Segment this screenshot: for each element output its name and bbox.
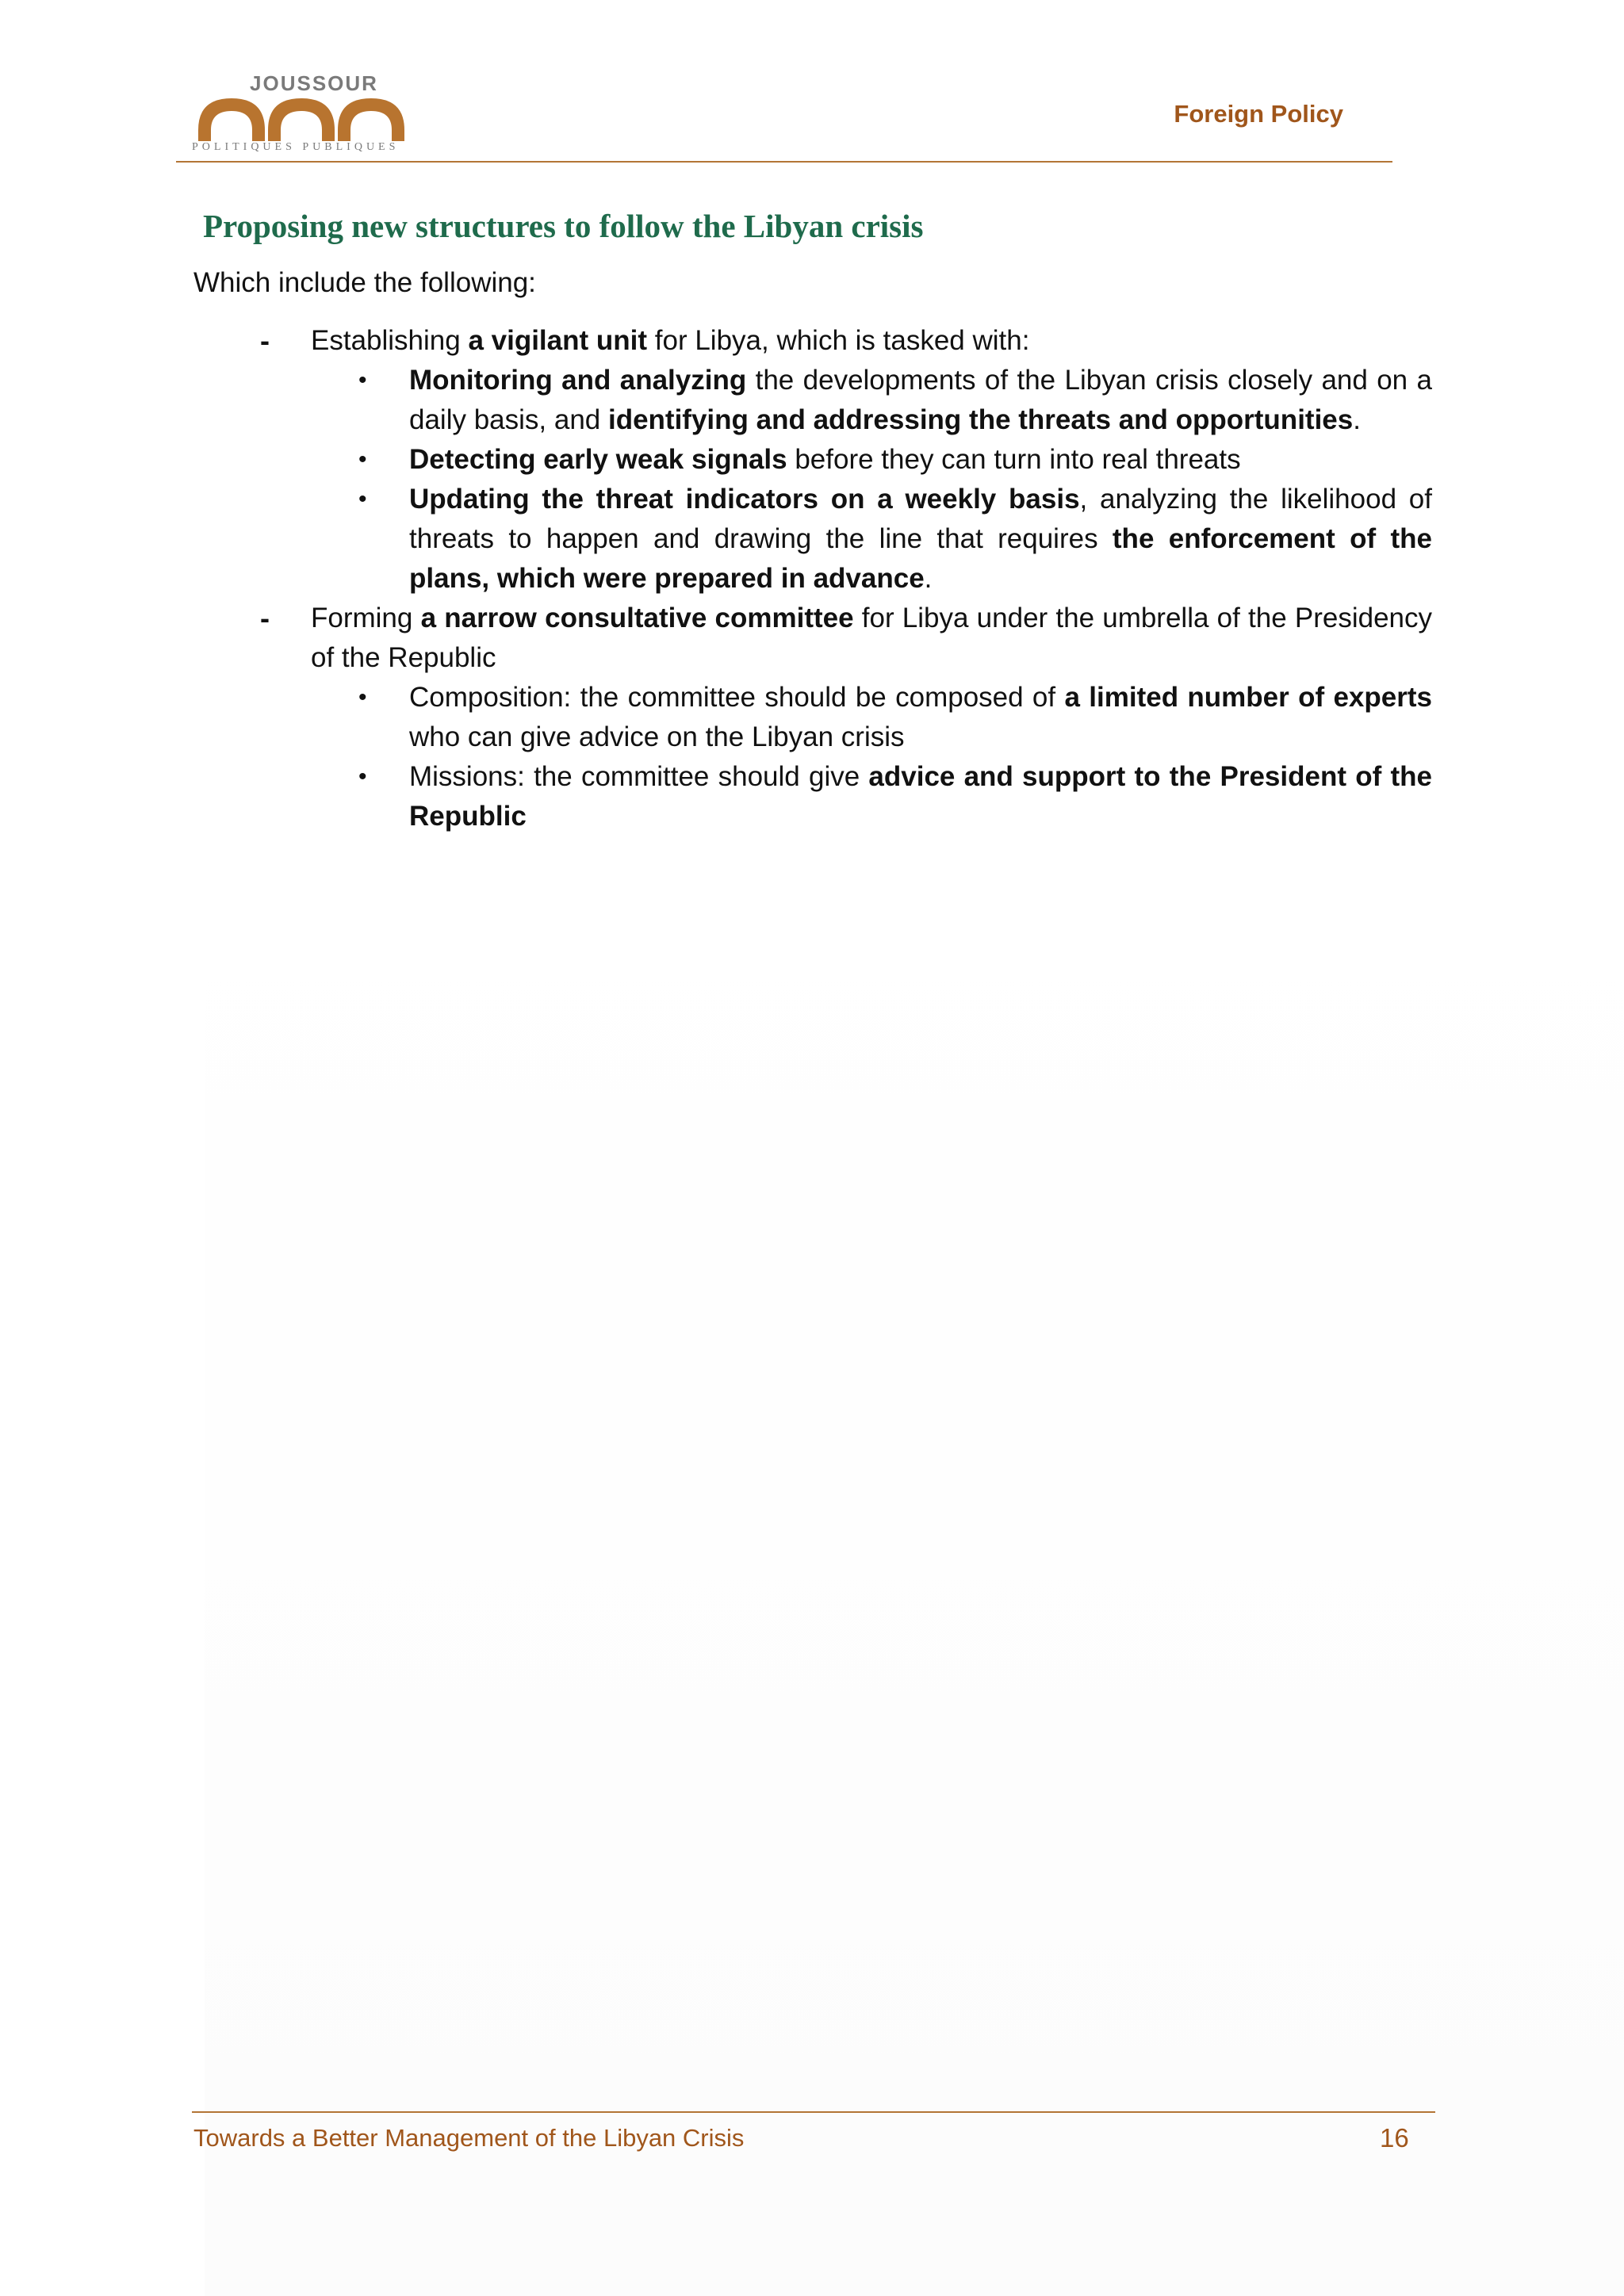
bullet-marker: • [358,446,367,473]
dash-marker: - [260,602,270,634]
sub-list [311,361,1432,599]
list-item [193,321,1432,599]
sub-list-item-text [409,444,1241,475]
bold-text: a limited number of experts [1064,682,1432,713]
text-run: Missions: the committee should give [409,761,869,792]
text-run: Composition: the committee should be composed of [409,682,1065,713]
section-heading: Proposing new structures to follow the Libyan crisis [203,208,924,244]
intro-paragraph: Which include the following: [193,267,536,298]
bold-text: the enforcement of the plans, which were prepared in advance [409,523,1432,594]
bold-text: Monitoring and analyzing [409,365,747,396]
sub-list-item [311,480,1432,599]
header-divider [176,161,1392,163]
sub-list-item [311,678,1432,757]
text-run: Forming [311,603,421,633]
page-background [205,858,1624,2296]
bold-text: advice and support to the President of the Republic [409,761,1432,832]
logo-arches-icon [195,95,409,143]
sub-list-item-text [409,365,1432,435]
footer-divider [192,2111,1435,2113]
document-body [193,198,1432,836]
bullet-marker: • [358,367,367,393]
bold-text: Updating the threat indicators on a weekly basis [409,484,1080,515]
bullet-marker: • [358,684,367,710]
header-section-title: Foreign Policy [1174,100,1343,128]
logo-subtitle: POLITIQUES PUBLIQUES [192,141,400,153]
logo-brand-text: JOUSSOUR [250,71,378,95]
dash-marker: - [260,324,270,357]
bold-text: Detecting early weak signals [409,444,787,475]
list-item-text [311,603,1432,673]
list-item [193,599,1432,836]
sub-list-item [311,757,1432,836]
page-number: 16 [1380,2123,1409,2152]
sub-list-item-text [409,682,1432,752]
bold-text: a narrow consultative committee [420,603,854,633]
bullet-marker: • [358,763,367,790]
bold-text: a vigilant unit [468,325,648,356]
text-run: for Libya, which is tasked with: [647,325,1030,356]
bold-text: identifying and addressing the threats and opportunities [607,404,1354,435]
sub-list-item-text [409,761,1432,832]
text-run: Establishing [311,325,469,356]
sub-list-item-text [409,484,1432,594]
joussour-logo [190,71,412,160]
sub-list-item [311,440,1432,480]
footer-document-title: Towards a Better Management of the Libyan Crisis [193,2124,745,2152]
text-run: before they can turn into real threats [787,444,1241,475]
main-list [193,321,1432,836]
list-item-text [311,325,1029,356]
sub-list [311,678,1432,836]
text-run: the developments of the Libyan crisis closely and on a daily basis, and [409,365,1432,435]
text-run: . [1353,404,1361,435]
text-run: , analyzing the likelihood of threats to happen and drawing the line that requires [409,484,1432,554]
text-run: for Libya under the umbrella of the Presidency of the Republic [311,603,1433,673]
text-run: who can give advice on the Libyan crisis [409,721,905,752]
text-run: . [924,563,933,594]
sub-list-item [311,361,1432,440]
bullet-marker: • [358,486,367,512]
